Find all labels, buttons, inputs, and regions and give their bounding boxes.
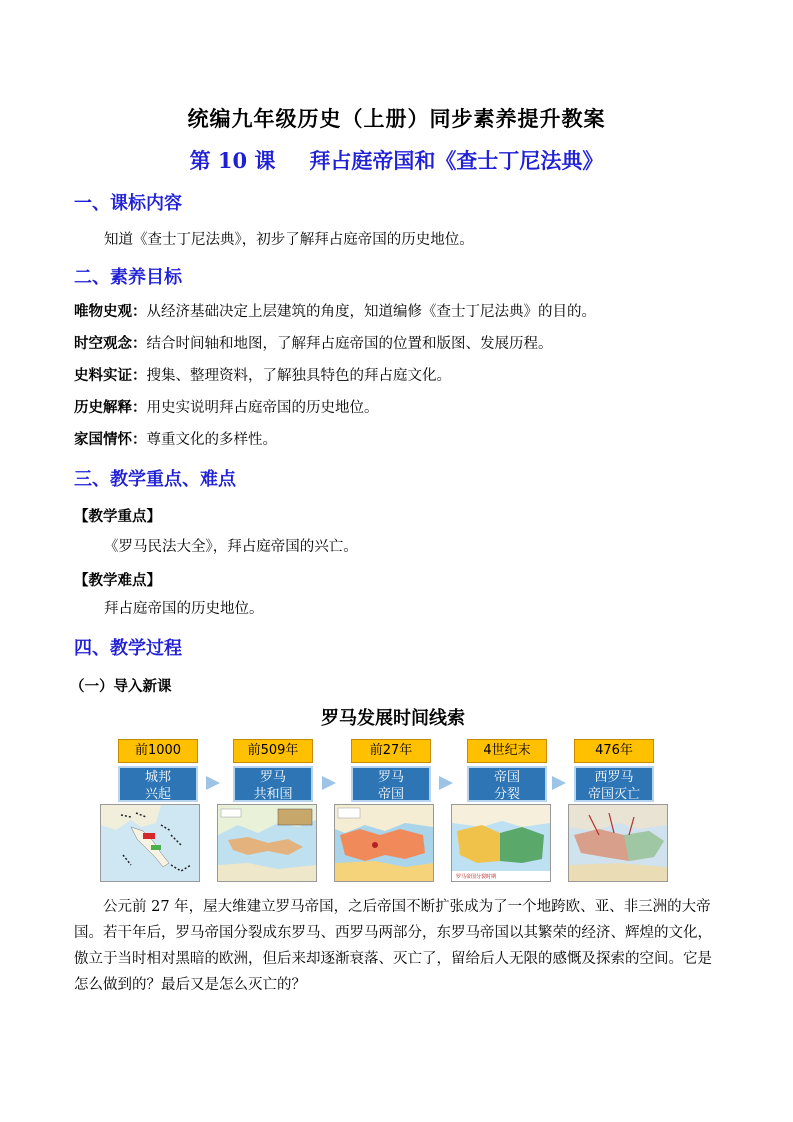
goal-text: 结合时间轴和地图，了解拜占庭帝国的位置和版图、发展历程。	[146, 336, 553, 352]
goal-text: 从经济基础决定上层建筑的角度，知道编修《查士丁尼法典》的目的。	[146, 304, 596, 320]
timeline-date: 4世纪末	[467, 739, 547, 763]
goal-label: 时空观念：	[74, 335, 147, 352]
timeline-arrow-icon	[322, 776, 336, 790]
section-heading-3: 三、教学重点、难点	[74, 469, 236, 490]
stage-line: 西罗马	[594, 770, 634, 785]
difficulty-label: 【教学难点】	[74, 572, 161, 589]
map-image-republic	[217, 804, 317, 882]
section-heading-2: 二、素养目标	[74, 267, 182, 288]
stage-line: 共和国	[253, 787, 293, 802]
map-image-city-states	[100, 804, 200, 882]
lesson-name: 拜占庭帝国和《查士丁尼法典》	[309, 148, 604, 173]
key-point-text: 《罗马民法大全》，拜占庭帝国的兴亡。	[104, 539, 358, 555]
timeline-arrow-icon	[439, 776, 453, 790]
section-1-text: 知道《查士丁尼法典》，初步了解拜占庭帝国的历史地位。	[104, 232, 474, 248]
stage-line: 帝国	[493, 770, 520, 785]
goal-item	[74, 334, 553, 354]
document-title: 统编九年级历史（上册）同步素养提升教案	[187, 106, 606, 131]
lesson-title	[0, 145, 793, 175]
timeline-stage	[118, 766, 198, 802]
goal-label: 历史解释：	[74, 399, 147, 416]
goal-item	[74, 398, 379, 418]
intro-paragraph: 公元前 27 年，屋大维建立罗马帝国，之后帝国不断扩张成为了一个地跨欧、亚、非三洲的大帝国。若干年后，罗马帝国分裂成东罗马、西罗马两部分，东罗马帝国以其繁荣的经济、辉煌的文化，傲立于当时相对黑暗的欧洲，但后来却逐渐衰落、灭亡了，留给后人无限的感慨及探索的空间。它是怎么做到的？最后又是怎么灭亡的？	[74, 899, 712, 993]
timeline-arrow-icon	[552, 776, 566, 790]
goal-item	[74, 302, 596, 322]
roman-timeline-figure	[100, 704, 686, 888]
stage-line: 罗马	[377, 770, 404, 785]
goal-label: 家国情怀：	[74, 431, 147, 448]
key-point-label: 【教学重点】	[74, 508, 161, 525]
goal-item	[74, 430, 277, 450]
timeline-title: 罗马发展时间线索	[321, 708, 465, 729]
timeline-date: 前1000	[118, 739, 198, 763]
goal-label: 史料实证：	[74, 367, 147, 384]
timeline-date: 476年	[574, 739, 654, 763]
timeline-stage	[467, 766, 547, 802]
goal-item	[74, 366, 451, 386]
timeline-arrow-icon	[206, 776, 220, 790]
difficulty-text: 拜占庭帝国的历史地位。	[104, 601, 264, 617]
timeline-date: 前509年	[233, 739, 313, 763]
stage-line: 帝国灭亡	[587, 787, 640, 802]
lesson-number: 第 10 课	[189, 148, 276, 173]
stage-line: 罗马	[259, 770, 286, 785]
subsection-heading: （一）导入新课	[70, 678, 172, 695]
timeline-stage	[233, 766, 313, 802]
map-image-fall	[568, 804, 668, 882]
goal-text: 尊重文化的多样性。	[146, 432, 277, 448]
section-heading-4: 四、教学过程	[74, 638, 182, 659]
stage-line: 城邦	[144, 770, 171, 785]
timeline-stage	[351, 766, 431, 802]
map-image-empire	[334, 804, 434, 882]
svg-text:罗马帝国分裂时期: 罗马帝国分裂时期	[456, 874, 497, 880]
goal-text: 搜集、整理资料，了解独具特色的拜占庭文化。	[146, 368, 451, 384]
goal-label: 唯物史观：	[74, 303, 147, 320]
stage-line: 兴起	[144, 787, 171, 802]
stage-line: 分裂	[493, 787, 520, 802]
timeline-date: 前27年	[351, 739, 431, 763]
map-image-division	[451, 804, 551, 882]
timeline-stage	[574, 766, 654, 802]
stage-line: 帝国	[377, 787, 404, 802]
goal-text: 用史实说明拜占庭帝国的历史地位。	[146, 400, 379, 416]
section-heading-1: 一、课标内容	[74, 193, 182, 214]
